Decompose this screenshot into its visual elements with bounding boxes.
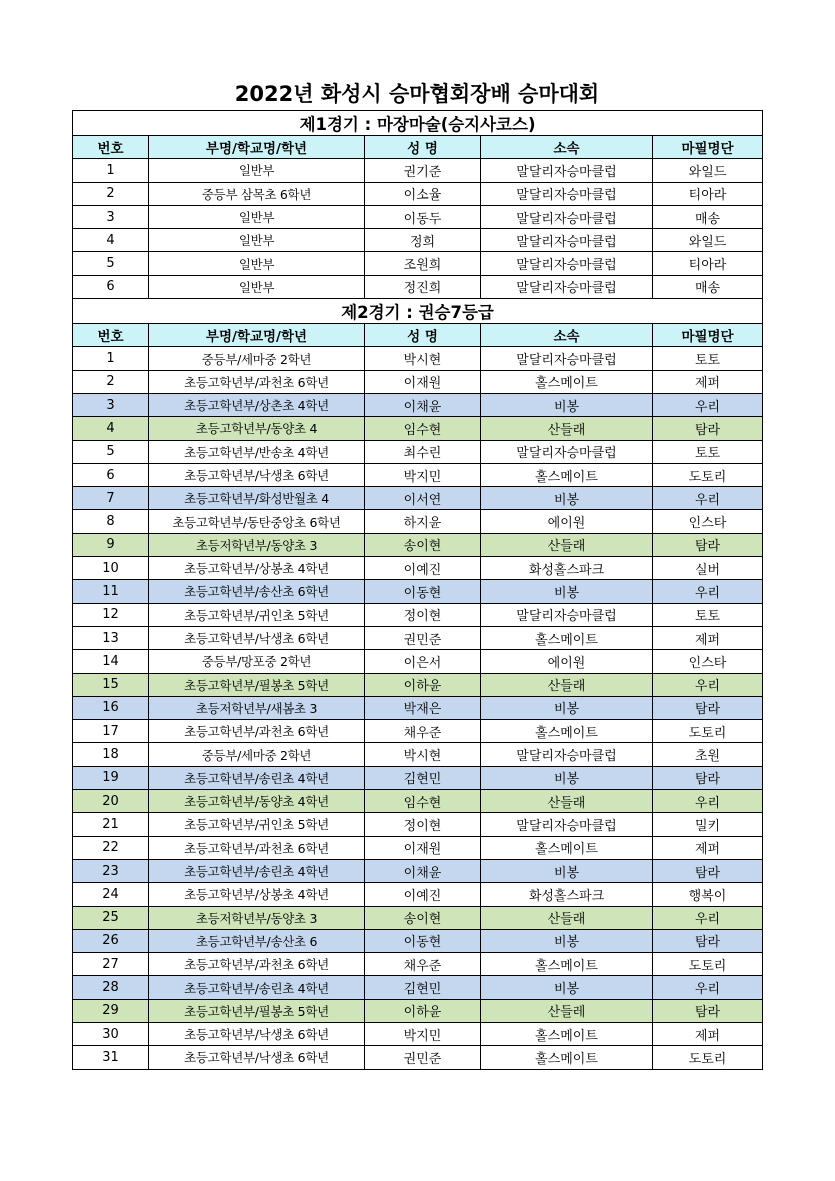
row-horse: 도토리 [653, 953, 763, 976]
row-horse: 도토리 [653, 1046, 763, 1069]
row-division: 초등고학년부/송린초 4학년 [149, 766, 365, 789]
row-club: 화성홀스파크 [481, 883, 653, 906]
row-name: 권민준 [365, 626, 481, 649]
row-horse: 밀키 [653, 813, 763, 836]
row-number: 6 [73, 275, 149, 298]
row-division: 초등저학년부/동양초 3 [149, 533, 365, 556]
row-club: 홀스메이트 [481, 1046, 653, 1069]
row-number: 8 [73, 510, 149, 533]
table-row [73, 533, 763, 556]
section-title-row [73, 299, 763, 324]
table-row [73, 417, 763, 440]
table-row [73, 603, 763, 626]
row-horse: 매송 [653, 205, 763, 228]
row-name: 정이현 [365, 813, 481, 836]
row-club: 말달리자승마클럽 [481, 275, 653, 298]
section-title: 제1경기 : 마장마술(승지사코스) [73, 111, 763, 136]
row-number: 19 [73, 766, 149, 789]
row-club: 말달리자승마클럽 [481, 252, 653, 275]
row-club: 비봉 [481, 487, 653, 510]
row-name: 이채윤 [365, 859, 481, 882]
row-horse: 초원 [653, 743, 763, 766]
table-row [73, 859, 763, 882]
header-club: 소속 [481, 136, 653, 159]
row-division: 초등고학년부/낙생초 6학년 [149, 1022, 365, 1045]
row-division: 초등고학년부/과천초 6학년 [149, 953, 365, 976]
row-division: 일반부 [149, 159, 365, 182]
row-horse: 토토 [653, 440, 763, 463]
row-club: 비봉 [481, 580, 653, 603]
row-division: 일반부 [149, 229, 365, 252]
row-name: 임수현 [365, 417, 481, 440]
row-division: 초등저학년부/동양초 3 [149, 906, 365, 929]
row-number: 14 [73, 650, 149, 673]
row-division: 초등고학년부/낙생초 6학년 [149, 626, 365, 649]
row-name: 이재원 [365, 836, 481, 859]
table-row [73, 766, 763, 789]
row-club: 산들래 [481, 790, 653, 813]
table-row [73, 883, 763, 906]
row-number: 4 [73, 229, 149, 252]
table-row [73, 813, 763, 836]
header-division: 부명/학교명/학년 [149, 136, 365, 159]
row-division: 초등고학년부/낙생초 6학년 [149, 1046, 365, 1069]
row-club: 말달리자승마클럽 [481, 159, 653, 182]
row-division: 초등고학년부/송산초 6 [149, 929, 365, 952]
row-horse: 탐라 [653, 417, 763, 440]
row-division: 초등고학년부/송린초 4학년 [149, 859, 365, 882]
row-horse: 매송 [653, 275, 763, 298]
row-horse: 제퍼 [653, 370, 763, 393]
row-number: 31 [73, 1046, 149, 1069]
row-number: 9 [73, 533, 149, 556]
table-row [73, 976, 763, 999]
row-name: 송이현 [365, 533, 481, 556]
row-club: 홀스메이트 [481, 1022, 653, 1045]
row-number: 17 [73, 720, 149, 743]
row-horse: 우리 [653, 393, 763, 416]
row-horse: 우리 [653, 487, 763, 510]
row-horse: 우리 [653, 673, 763, 696]
table-row [73, 790, 763, 813]
row-club: 비봉 [481, 929, 653, 952]
row-name: 이예진 [365, 557, 481, 580]
row-name: 권기준 [365, 159, 481, 182]
header-name: 성 명 [365, 324, 481, 347]
table-row [73, 1022, 763, 1045]
row-division: 초등고학년부/상봉초 4학년 [149, 557, 365, 580]
row-horse: 우리 [653, 790, 763, 813]
row-club: 산들레 [481, 999, 653, 1022]
row-number: 27 [73, 953, 149, 976]
row-number: 13 [73, 626, 149, 649]
row-club: 홀스메이트 [481, 953, 653, 976]
row-club: 산들래 [481, 673, 653, 696]
row-number: 1 [73, 347, 149, 370]
row-name: 최수린 [365, 440, 481, 463]
row-name: 이하윤 [365, 673, 481, 696]
row-number: 1 [73, 159, 149, 182]
row-club: 비봉 [481, 696, 653, 719]
row-division: 초등고학년부/필봉초 5학년 [149, 673, 365, 696]
row-name: 채우준 [365, 720, 481, 743]
table-row [73, 159, 763, 182]
row-club: 홀스메이트 [481, 836, 653, 859]
table-row [73, 999, 763, 1022]
row-horse: 제퍼 [653, 836, 763, 859]
row-division: 중등부/세마중 2학년 [149, 743, 365, 766]
row-division: 초등고학년부/송산초 6학년 [149, 580, 365, 603]
row-horse: 도토리 [653, 463, 763, 486]
row-division: 일반부 [149, 275, 365, 298]
row-name: 이소율 [365, 182, 481, 205]
header-division: 부명/학교명/학년 [149, 324, 365, 347]
row-horse: 토토 [653, 603, 763, 626]
table-row [73, 743, 763, 766]
row-name: 박지민 [365, 1022, 481, 1045]
row-division: 초등고학년부/과천초 6학년 [149, 836, 365, 859]
row-division: 초등고학년부/상촌초 4학년 [149, 393, 365, 416]
row-horse: 도토리 [653, 720, 763, 743]
row-name: 박시현 [365, 743, 481, 766]
row-number: 5 [73, 440, 149, 463]
section-title: 제2경기 : 권승7등급 [73, 299, 763, 324]
row-name: 이재원 [365, 370, 481, 393]
table-row [73, 510, 763, 533]
row-division: 초등고학년부/과천초 6학년 [149, 370, 365, 393]
table-row [73, 463, 763, 486]
row-name: 조원희 [365, 252, 481, 275]
row-number: 3 [73, 393, 149, 416]
row-division: 초등고학년부/낙생초 6학년 [149, 463, 365, 486]
row-horse: 토토 [653, 347, 763, 370]
table-row [73, 182, 763, 205]
row-horse: 탐라 [653, 999, 763, 1022]
table-row [73, 347, 763, 370]
table-row [73, 1046, 763, 1069]
row-club: 홀스메이트 [481, 720, 653, 743]
row-horse: 티아라 [653, 252, 763, 275]
column-header-row [73, 136, 763, 159]
row-name: 정이현 [365, 603, 481, 626]
row-name: 하지윤 [365, 510, 481, 533]
row-horse: 티아라 [653, 182, 763, 205]
row-club: 말달리자승마클럽 [481, 347, 653, 370]
row-name: 이은서 [365, 650, 481, 673]
row-club: 홀스메이트 [481, 370, 653, 393]
row-horse: 인스타 [653, 650, 763, 673]
row-division: 중등부/망포중 2학년 [149, 650, 365, 673]
row-number: 26 [73, 929, 149, 952]
row-number: 11 [73, 580, 149, 603]
table-row [73, 487, 763, 510]
row-club: 말달리자승마클럽 [481, 603, 653, 626]
row-number: 7 [73, 487, 149, 510]
row-horse: 제퍼 [653, 626, 763, 649]
table-row [73, 393, 763, 416]
row-division: 중등부 삼목초 6학년 [149, 182, 365, 205]
row-horse: 실버 [653, 557, 763, 580]
row-division: 초등고학년부/동양초 4 [149, 417, 365, 440]
row-club: 홀스메이트 [481, 463, 653, 486]
row-division: 일반부 [149, 252, 365, 275]
row-horse: 탐라 [653, 533, 763, 556]
row-club: 말달리자승마클럽 [481, 813, 653, 836]
row-horse: 와일드 [653, 229, 763, 252]
table-row [73, 557, 763, 580]
table-row [73, 953, 763, 976]
row-number: 3 [73, 205, 149, 228]
row-number: 20 [73, 790, 149, 813]
row-club: 화성홀스파크 [481, 557, 653, 580]
row-club: 에이원 [481, 650, 653, 673]
row-division: 초등고학년부/송린초 4학년 [149, 976, 365, 999]
row-number: 5 [73, 252, 149, 275]
row-division: 초등고학년부/귀인초 5학년 [149, 813, 365, 836]
table-row [73, 696, 763, 719]
row-name: 이동두 [365, 205, 481, 228]
row-division: 초등고학년부/화성반월초 4 [149, 487, 365, 510]
row-horse: 탐라 [653, 766, 763, 789]
row-club: 산들래 [481, 417, 653, 440]
row-name: 임수현 [365, 790, 481, 813]
row-name: 이서연 [365, 487, 481, 510]
competition-table [72, 110, 763, 1070]
row-name: 이하윤 [365, 999, 481, 1022]
row-name: 박재은 [365, 696, 481, 719]
row-horse: 제퍼 [653, 1022, 763, 1045]
header-name: 성 명 [365, 136, 481, 159]
row-number: 21 [73, 813, 149, 836]
row-division: 일반부 [149, 205, 365, 228]
row-number: 28 [73, 976, 149, 999]
row-club: 비봉 [481, 393, 653, 416]
row-number: 15 [73, 673, 149, 696]
row-number: 18 [73, 743, 149, 766]
row-club: 말달리자승마클럽 [481, 205, 653, 228]
table-row [73, 229, 763, 252]
row-club: 말달리자승마클럽 [481, 182, 653, 205]
row-name: 김현민 [365, 976, 481, 999]
table-row [73, 720, 763, 743]
row-number: 6 [73, 463, 149, 486]
row-division: 중등부/세마중 2학년 [149, 347, 365, 370]
row-division: 초등저학년부/새봄초 3 [149, 696, 365, 719]
row-club: 비봉 [481, 859, 653, 882]
row-club: 산들래 [481, 906, 653, 929]
table-row [73, 370, 763, 393]
table-body [73, 111, 763, 1070]
section-title-row [73, 111, 763, 136]
row-number: 30 [73, 1022, 149, 1045]
row-horse: 탐라 [653, 859, 763, 882]
row-club: 산들래 [481, 533, 653, 556]
row-name: 정진희 [365, 275, 481, 298]
row-name: 권민준 [365, 1046, 481, 1069]
row-division: 초등고학년부/과천초 6학년 [149, 720, 365, 743]
row-division: 초등고학년부/동탄중앙초 6학년 [149, 510, 365, 533]
table-row [73, 252, 763, 275]
row-division: 초등고학년부/상봉초 4학년 [149, 883, 365, 906]
row-name: 송이현 [365, 906, 481, 929]
table-row [73, 580, 763, 603]
row-horse: 우리 [653, 906, 763, 929]
column-header-row [73, 324, 763, 347]
row-number: 2 [73, 370, 149, 393]
row-horse: 와일드 [653, 159, 763, 182]
row-division: 초등고학년부/동양초 4학년 [149, 790, 365, 813]
document-title: 2022년 화성시 승마협회장배 승마대회 [234, 82, 600, 106]
row-name: 박시현 [365, 347, 481, 370]
row-number: 22 [73, 836, 149, 859]
row-club: 비봉 [481, 976, 653, 999]
table-row [73, 929, 763, 952]
header-number: 번호 [73, 324, 149, 347]
row-club: 홀스메이트 [481, 626, 653, 649]
row-name: 이예진 [365, 883, 481, 906]
row-club: 말달리자승마클럽 [481, 743, 653, 766]
row-horse: 탐라 [653, 696, 763, 719]
row-number: 10 [73, 557, 149, 580]
row-name: 정희 [365, 229, 481, 252]
table-row [73, 906, 763, 929]
header-horse: 마필명단 [653, 324, 763, 347]
row-division: 초등고학년부/필봉초 5학년 [149, 999, 365, 1022]
row-division: 초등고학년부/반송초 4학년 [149, 440, 365, 463]
header-number: 번호 [73, 136, 149, 159]
header-club: 소속 [481, 324, 653, 347]
row-club: 에이원 [481, 510, 653, 533]
row-number: 24 [73, 883, 149, 906]
row-number: 25 [73, 906, 149, 929]
table-row [73, 275, 763, 298]
row-horse: 우리 [653, 580, 763, 603]
row-club: 말달리자승마클럽 [481, 440, 653, 463]
row-horse: 우리 [653, 976, 763, 999]
table-row [73, 650, 763, 673]
row-horse: 탐라 [653, 929, 763, 952]
row-name: 채우준 [365, 953, 481, 976]
row-name: 박지민 [365, 463, 481, 486]
table-row [73, 440, 763, 463]
row-name: 이동현 [365, 580, 481, 603]
row-division: 초등고학년부/귀인초 5학년 [149, 603, 365, 626]
row-number: 16 [73, 696, 149, 719]
table-row [73, 205, 763, 228]
table-row [73, 673, 763, 696]
row-name: 이채윤 [365, 393, 481, 416]
row-name: 김현민 [365, 766, 481, 789]
row-horse: 인스타 [653, 510, 763, 533]
row-number: 4 [73, 417, 149, 440]
table-row [73, 836, 763, 859]
row-name: 이동현 [365, 929, 481, 952]
row-number: 23 [73, 859, 149, 882]
header-horse: 마필명단 [653, 136, 763, 159]
row-number: 2 [73, 182, 149, 205]
row-club: 말달리자승마클럽 [481, 229, 653, 252]
row-number: 12 [73, 603, 149, 626]
row-club: 비봉 [481, 766, 653, 789]
table-row [73, 626, 763, 649]
row-number: 29 [73, 999, 149, 1022]
row-horse: 행복이 [653, 883, 763, 906]
